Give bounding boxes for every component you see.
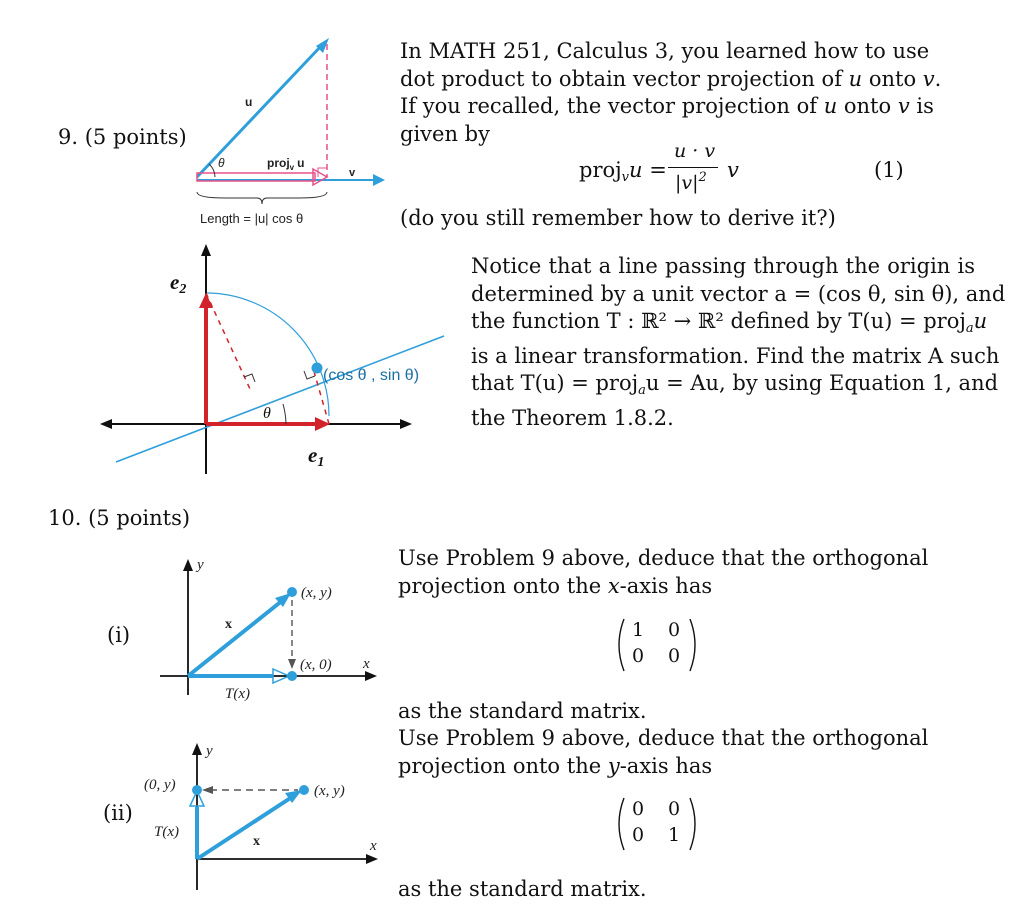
eq-fraction-bar bbox=[668, 167, 718, 168]
fig-ii-drop-arrow bbox=[202, 786, 213, 794]
fig-ii-y-label: y bbox=[206, 743, 213, 759]
remember-note: (do you still remember how to derive it?) bbox=[400, 206, 836, 230]
intro-line-3: If you recalled, the vector projection of u onto v is bbox=[400, 94, 934, 119]
problem-9-number: 9. (5 points) bbox=[58, 125, 187, 149]
e2-label: e2 bbox=[170, 270, 187, 297]
problem-9-intro bbox=[400, 38, 942, 148]
unit-point bbox=[312, 363, 323, 374]
notice-line-6: the Theorem 1.8.2. bbox=[471, 405, 674, 430]
problem-10-number: 10. (5 points) bbox=[48, 506, 191, 530]
fig1-theta: θ bbox=[218, 156, 225, 170]
line-through-origin bbox=[116, 336, 444, 462]
equation-1-tail: v bbox=[727, 158, 739, 182]
notice-line-3: the function T : ℝ² → ℝ² defined by T(u) = proj$_a$u bbox=[471, 309, 988, 337]
part-ii-after: as the standard matrix. bbox=[398, 877, 647, 901]
fig-i-tx-label: T(x) bbox=[225, 686, 250, 702]
projection-figure bbox=[185, 36, 395, 232]
part-i-text bbox=[398, 545, 929, 600]
right-angle-mark-2 bbox=[304, 371, 315, 379]
x-axis-left-arrow bbox=[100, 419, 112, 429]
matrix-ii-a22: 1 bbox=[668, 824, 681, 846]
matrix-ii-brackets bbox=[612, 796, 702, 852]
fig-ii-tx-label: T(x) bbox=[154, 824, 179, 840]
point-label: (cos θ , sin θ) bbox=[323, 367, 420, 384]
fig1-u-label: u bbox=[245, 95, 253, 109]
fig1-v-label: v bbox=[349, 167, 356, 179]
unit-vector-figure bbox=[100, 240, 450, 480]
fig-i-proj-point bbox=[287, 671, 297, 681]
unit-circle-arc bbox=[206, 293, 329, 416]
theta-arc-2 bbox=[283, 404, 286, 424]
matrix-i-a22: 0 bbox=[668, 645, 681, 667]
e1-label: e1 bbox=[308, 443, 325, 470]
vector-v-arrowhead bbox=[373, 174, 385, 186]
fig-ii-x-arrow bbox=[366, 854, 378, 864]
equation-1-lhs: proj$_v$u = bbox=[579, 158, 667, 185]
part-i-after: as the standard matrix. bbox=[398, 699, 647, 723]
fig-i-point bbox=[287, 587, 297, 597]
matrix-i-a21: 0 bbox=[632, 645, 645, 667]
e2-arrowhead bbox=[199, 293, 213, 308]
matrix-ii-a21: 0 bbox=[632, 824, 645, 846]
fig-i-point-label: (x, y) bbox=[301, 585, 332, 601]
notice-line-1: Notice that a line passing through the origin is bbox=[471, 254, 975, 278]
length-brace bbox=[197, 192, 327, 204]
x-projection-matrix bbox=[612, 617, 702, 673]
fig-i-x-arrow bbox=[365, 671, 377, 681]
fig-ii-vector-x bbox=[197, 797, 292, 859]
fig-ii-point-label: (x, y) bbox=[314, 783, 345, 799]
matrix-ii-a11: 0 bbox=[632, 798, 645, 820]
fig-ii-point bbox=[299, 785, 309, 795]
equation-number: (1) bbox=[874, 158, 904, 182]
fig-ii-proj-label: (0, y) bbox=[144, 777, 176, 793]
intro-line-2: dot product to obtain vector projection of u onto v. bbox=[400, 66, 942, 91]
fig1-proj-label: proj$_v$ u bbox=[267, 156, 305, 172]
y-axis-arrow bbox=[201, 244, 211, 256]
matrix-i-brackets bbox=[612, 617, 702, 673]
notice-line-5: that T(u) = proj$_a$u = Au, by using Equation 1, and bbox=[471, 371, 999, 399]
fig-i-y-arrow bbox=[183, 559, 193, 571]
part-i-line-1: Use Problem 9 above, deduce that the orthogonal bbox=[398, 546, 929, 570]
eq-numerator: u · v bbox=[674, 140, 716, 162]
part-i-line-2: projection onto the x-axis has bbox=[398, 573, 713, 598]
part-ii-label: (ii) bbox=[103, 801, 133, 825]
theta-arc bbox=[209, 164, 215, 177]
matrix-i-a12: 0 bbox=[668, 619, 681, 641]
part-ii-line-2: projection onto the y-axis has bbox=[398, 753, 713, 778]
matrix-i-a11: 1 bbox=[632, 619, 645, 641]
y-projection-figure bbox=[138, 735, 388, 895]
fig-ii-vec-label: x bbox=[253, 834, 260, 849]
fig-ii-y-arrow bbox=[192, 743, 202, 755]
fig-ii-x-label: x bbox=[370, 838, 377, 854]
fig-i-drop-arrow bbox=[288, 659, 296, 669]
fig-i-vector-x bbox=[188, 600, 283, 676]
y-projection-matrix bbox=[612, 796, 702, 852]
part-ii-text bbox=[398, 725, 929, 780]
notice-line-4: is a linear transformation. Find the matrix A such bbox=[471, 343, 1000, 368]
x-projection-figure bbox=[155, 555, 385, 715]
fig-i-x-label: x bbox=[363, 656, 370, 672]
fig-ii-proj-point bbox=[192, 785, 202, 795]
equation-1-fraction bbox=[668, 140, 724, 200]
fig-i-y-label: y bbox=[197, 557, 204, 573]
intro-line-4: given by bbox=[400, 121, 490, 146]
intro-line-1: In MATH 251, Calculus 3, you learned how to use bbox=[400, 39, 930, 63]
notice-line-2: determined by a unit vector a = (cos θ, sin θ), and bbox=[471, 281, 1006, 306]
part-ii-line-1: Use Problem 9 above, deduce that the orthogonal bbox=[398, 726, 929, 750]
part-i-label: (i) bbox=[107, 623, 131, 647]
matrix-ii-a12: 0 bbox=[668, 798, 681, 820]
eq-denominator: $|v|^2$ bbox=[675, 170, 707, 194]
e1-arrowhead bbox=[315, 417, 330, 431]
fig-i-proj-label: (x, 0) bbox=[300, 657, 332, 673]
fig-i-vec-label: x bbox=[225, 617, 232, 632]
problem-9-notice bbox=[471, 253, 1006, 433]
length-caption: Length = |u| cos θ bbox=[200, 211, 304, 226]
x-axis-right-arrow bbox=[400, 419, 412, 429]
theta-label-2: θ bbox=[263, 405, 271, 422]
